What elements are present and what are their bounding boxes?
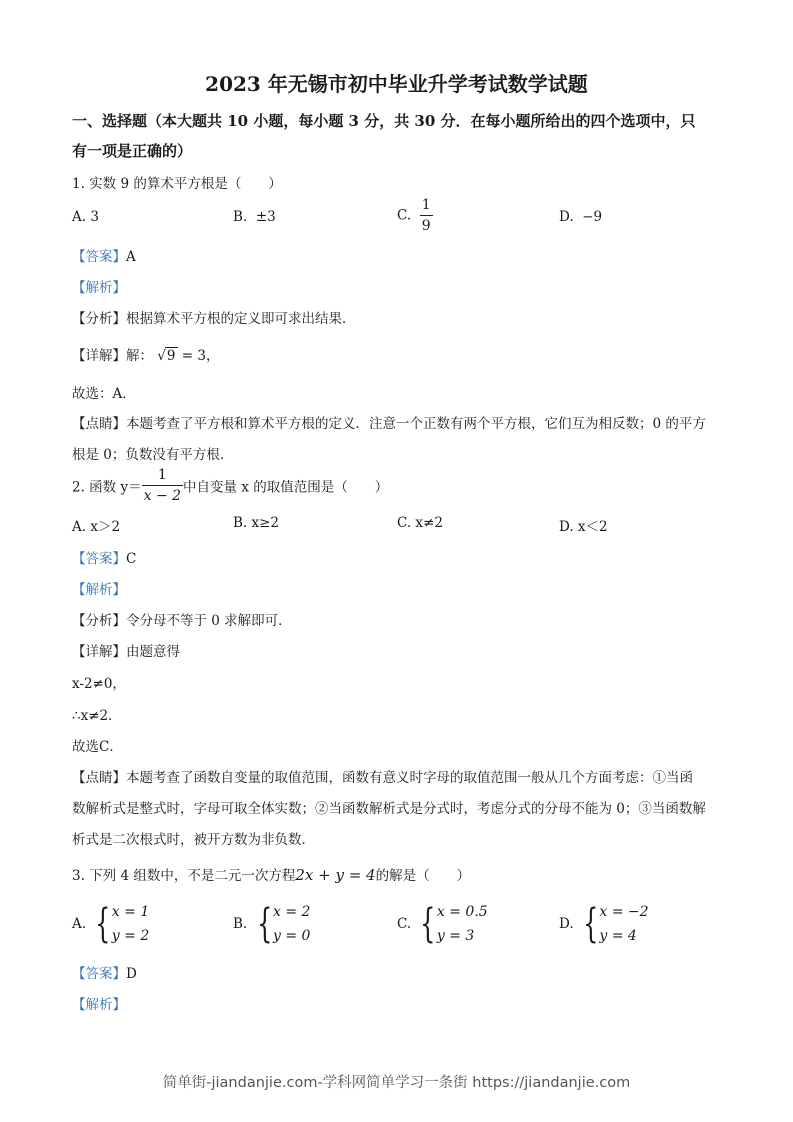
q2-option-a: A. x＞2 <box>72 519 121 535</box>
q2-answer: 【答案】C <box>72 551 137 567</box>
q1-answer: 【答案】A <box>72 249 136 265</box>
section-heading-line1: 一、选择题（本大题共 10 小题，每小题 3 分，共 30 分．在每小题所给出的四个选项中，只 <box>72 112 696 130</box>
q2-dianjing-line3: 析式是二次根式时，被开方数为非负数． <box>72 832 315 848</box>
q3-option-c: C. { x = 0.5 y = 3 <box>397 901 488 947</box>
q3-option-b: B. { x = 2 y = 0 <box>233 901 311 947</box>
q2-dianjing-line1: 【点睛】本题考查了函数自变量的取值范围，函数有意义时字母的取值范围一般从几个方面考虑：①当函 <box>72 770 693 786</box>
q2-option-c: C. x≠2 <box>397 515 443 531</box>
q2-option-d: D. x＜2 <box>559 519 608 535</box>
q1-option-d: D. −9 <box>559 209 603 225</box>
q2-step2: ∴x≠2． <box>72 708 122 724</box>
q3-option-d: D. { x = −2 y = 4 <box>559 901 649 947</box>
q1-dianjing-line1: 【点睛】本题考查了平方根和算术平方根的定义．注意一个正数有两个平方根，它们互为相反数；0 的平方 <box>72 416 706 432</box>
section-heading-line2: 有一项是正确的） <box>72 142 193 160</box>
q1-option-b: B. ±3 <box>233 209 276 225</box>
q3-answer: 【答案】D <box>72 966 137 982</box>
q3-option-a: A. { x = 1 y = 2 <box>72 901 150 947</box>
q2-fraction: $\frac{1}{x - 2}$ <box>143 467 182 504</box>
q1-dianjing-line2: 根是 0；负数没有平方根． <box>72 447 234 463</box>
q1-choose: 故选：A． <box>72 386 136 402</box>
q2-xiangjie: 【详解】由题意得 <box>72 644 180 660</box>
q2-option-b: B. x≥2 <box>233 515 280 531</box>
q2-choose: 故选C． <box>72 739 123 755</box>
q2-dianjing-line2: 数解析式是整式时，字母可取全体实数；②当函数解析式是分式时，考虑分式的分母不能为 0；③当函数解 <box>72 801 706 817</box>
q2-step1: x-2≠0， <box>72 676 126 692</box>
q2-analysis-tag: 【解析】 <box>72 582 126 598</box>
q1-option-a: A. 3 <box>72 209 99 225</box>
q1-option-c-fraction: $\frac{1}{9}$ <box>421 197 431 234</box>
q1-xiangjie: 【详解】解： √9 = 3， <box>72 348 220 364</box>
q3-stem: 3. 下列 4 组数中，不是二元一次方程2x + y = 4的解是（ ） <box>72 866 471 884</box>
q1-analysis-tag: 【解析】 <box>72 280 126 296</box>
q2-fenxi: 【分析】令分母不等于 0 求解即可． <box>72 613 292 629</box>
q2-stem: 2. 函数 y＝ $\frac{1}{x - 2}$ 中自变量 x 的取值范围是（ ） <box>72 467 389 504</box>
q1-option-c: C. $\frac{1}{9}$ <box>397 197 431 234</box>
page-title: 2023 年无锡市初中毕业升学考试数学试题 <box>205 72 588 96</box>
q1-fenxi: 【分析】根据算术平方根的定义即可求出结果． <box>72 311 356 327</box>
q1-stem: 1. 实数 9 的算术平方根是（ ） <box>72 176 282 192</box>
q3-analysis-tag: 【解析】 <box>72 997 126 1013</box>
page-footer: 简单街-jiandanjie.com-学科网简单学习一条街 https://jiandanjie.com <box>162 1075 631 1091</box>
